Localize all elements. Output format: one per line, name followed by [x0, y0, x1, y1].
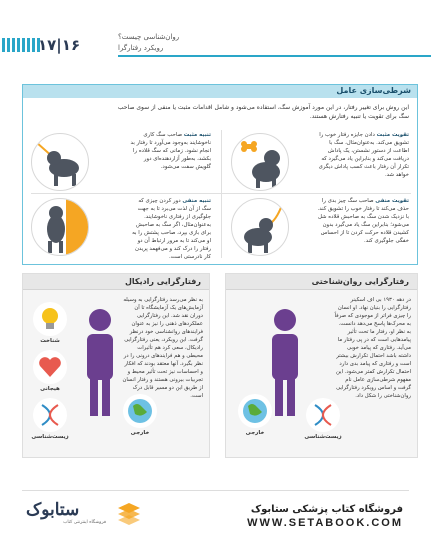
running-title-line1: روان‌شناسی چیست؟ — [118, 33, 180, 41]
shop-name: فروشگاه کتاب پزشکی ستابوک — [250, 504, 403, 515]
cell-heading: تنبیه مثبت — [183, 132, 211, 138]
cell-heading: تنبیه منفی — [182, 198, 211, 204]
person-silhouette-icon — [85, 308, 115, 416]
header-stripes — [2, 38, 40, 52]
grid-divider-vertical — [221, 130, 222, 258]
logo-word: ستابوک — [26, 500, 80, 519]
panel-title: رفتارگرایی روان‌شناختی — [311, 277, 409, 286]
cell-negative-punishment — [129, 197, 211, 261]
cell-body: صاحب سگ کاری ناخوشایند به‌وجود می‌آورد تا رفتار بد انجام نشود. زمانی که سگ قلاده را بکشد، به‌طور آزاردهنده‌ای دور گلویش سفت می‌شود. — [130, 132, 211, 170]
dna-icon — [33, 398, 67, 432]
dog-jumping-illustration — [31, 198, 89, 256]
box-title: شرطی‌سازی عامل — [336, 86, 411, 95]
cell-body: دادن جایزه رفتار خوب را تشویق می‌کند. به‌عنوان‌مثال، سگ با اطاعت از دستور نشستن، یک پاداش دریافت می‌کند و بنابراین یاد می‌گیرد که تکرار آن رفتار باعث کسب پاداش دیگری خواهد شد. — [318, 132, 409, 178]
cell-positive-punishment — [129, 131, 211, 171]
biology-label: زیست‌شناسی — [31, 434, 69, 440]
cell-negative-reinforcement — [317, 197, 409, 245]
logo-subtitle: فروشگاه اینترنتی کتاب — [63, 520, 106, 525]
page-footer — [0, 490, 431, 536]
box-intro: این روش برای تغییر رفتار، در این مورد آموزش سگ، استفاده می‌شود و شامل اقدامات مثبت یا منفی از سوی صاحب سگ برای تقویت یا تنبیه رفتارش هستند. — [117, 104, 409, 120]
biology-label: زیست‌شناسی — [304, 434, 342, 440]
dog-pulling-leash-illustration — [31, 133, 89, 191]
psychological-behaviourism-panel — [225, 273, 418, 458]
external-label: خارجی — [245, 430, 265, 436]
dog-bone-illustration — [231, 133, 289, 191]
cell-heading: تقویت مثبت — [376, 132, 409, 138]
footer-rule — [22, 490, 409, 491]
panel-body: به نظر می‌رسد رفتارگرایی به وسیله آزمایش‌های یک آزمایشگاه تا آن دوران نقد شد. این رفتارگرایی عملکردهای ذهنی را نیز به عنوان فرایندهای روانشناسی خود درنظر گرفت. این رویکرد، یعنی رفتارگرایی رادیکال، سعی کرد هم تأثیرات محیطی و هم فرایندهای درونی را در نظر بگیرد. آنها معتقد بودند که افکار و احساسات نیز تحت تأثیر محیط و تجربیات بیرونی هستند و رفتار انسان از طریق این دو مسیر قابل درک است. — [122, 297, 203, 399]
book-stack-icon — [116, 502, 142, 526]
external-label: خارجی — [130, 430, 150, 436]
panel-title: رفتارگرایی رادیکال — [124, 277, 201, 286]
cell-body: دور کردن چیزی که سگ از آن لذت می‌برد تا به جهت جلوگیری از رفتاری ناخوشایند. به‌عنوان‌مثال، اگر سگ به صاحبش برای بازی بپرد، صاحب پشتش را به او می‌کند تا به مرور ارتباط آن دو رفتار را درک کند و می‌فهمد پریدن کار نادرستی است. — [132, 198, 211, 260]
panel-body: در دهه ۱۹۳۰ بی اف اسکینر رفتارگرایی را بنیان نهاد. او انسان را چیزی فراتر از موجودی که صرفاً به محرک‌ها پاسخ می‌دهد دانست. به نظر او، رفتار ما تحت تأثیر پیامدهایی است که در پی رفتار ما می‌آید. رفتاری که پیامد خوبی داشته باشد احتمال تکرارش بیشتر است و رفتاری که پیامد بدی دارد احتمال تکرارش کمتر می‌شود. این مفهوم شرطی‌سازی عامل نام گرفت و اساس رویکرد رفتارگرایی روان‌شناختی را شکل داد. — [334, 297, 411, 399]
dog-loose-leash-illustration — [231, 198, 289, 256]
header-rule — [118, 55, 431, 57]
person-silhouette-icon — [270, 308, 300, 416]
globe-icon — [123, 394, 157, 428]
panel-header — [226, 274, 417, 290]
page-header — [0, 30, 431, 64]
globe-icon — [238, 394, 272, 428]
cell-heading: تقویت منفی — [375, 198, 409, 204]
dna-icon — [306, 398, 340, 432]
cell-positive-reinforcement — [317, 131, 409, 179]
heart-icon — [33, 350, 67, 384]
panel-header — [23, 274, 209, 290]
running-title-line2: رویکرد رفتارگرا — [118, 44, 164, 52]
setabook-logo — [26, 500, 146, 530]
cell-body: صاحب سگ چیز بدی را حذف می‌کند تا رفتار خوب را تشویق کند. با نزدیک شدن سگ به صاحبش قلاده شل می‌شود؛ بنابراین سگ یاد می‌گیرد بدون کشیدن قلاده حرکت کردن تا از احساس خفگی جلوگیری کند. — [317, 198, 409, 244]
running-title — [118, 32, 238, 54]
page-numbers: ۱۷|۱۶ — [38, 36, 81, 54]
box-title-bar — [23, 85, 417, 98]
shop-url-link[interactable]: WWW.SETABOOK.COM — [247, 517, 403, 529]
lightbulb-icon — [33, 302, 67, 336]
operant-conditioning-box — [22, 84, 418, 265]
cognition-label: شناخت — [40, 338, 60, 344]
radical-behaviourism-panel — [22, 273, 210, 458]
grid-divider-horizontal — [31, 193, 411, 194]
emotion-label: هیجانی — [40, 386, 60, 392]
